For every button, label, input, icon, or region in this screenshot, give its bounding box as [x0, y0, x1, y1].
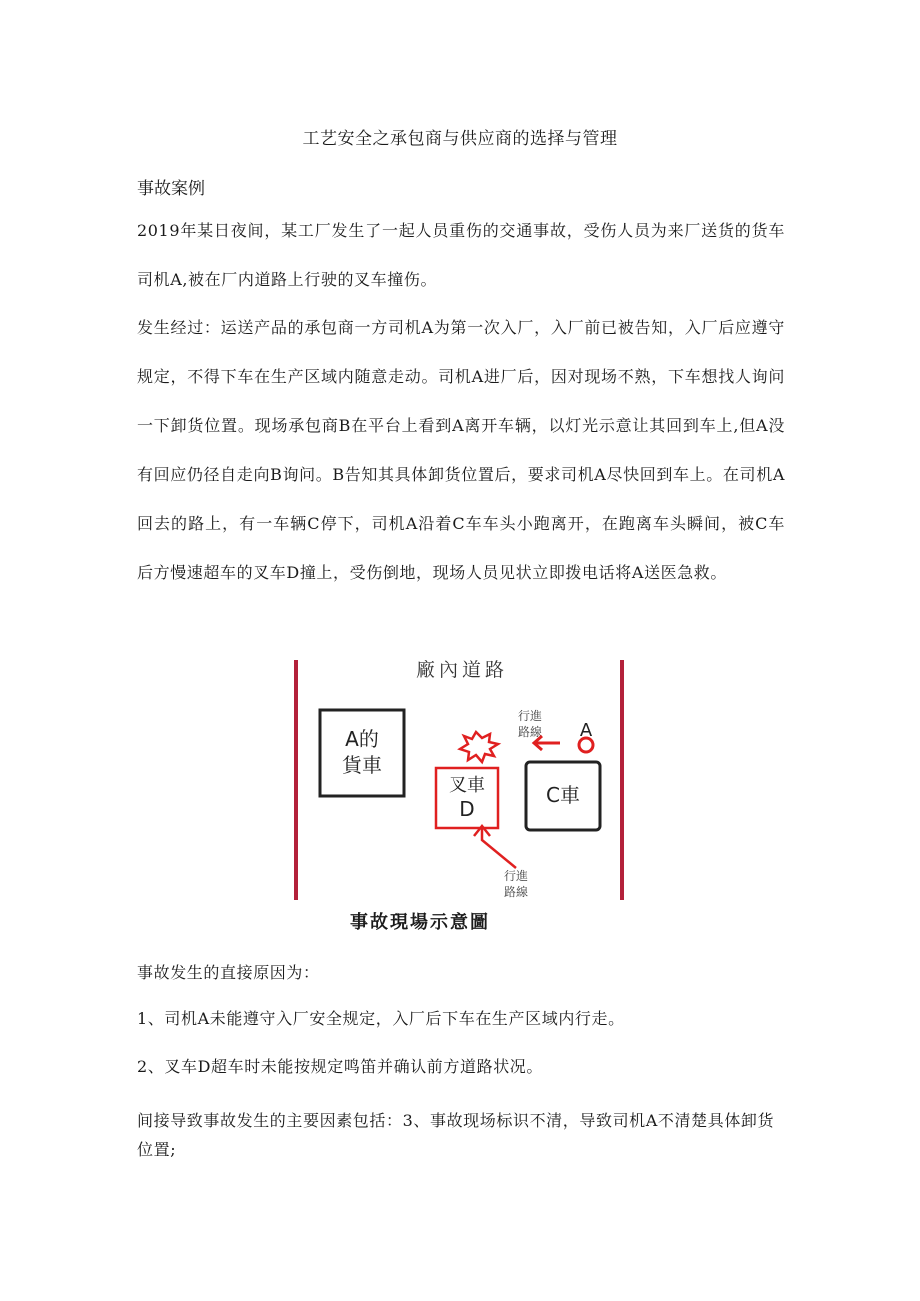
forklift-d-label-line2: D [459, 797, 475, 821]
indirect-cause-paragraph: 间接导致事故发生的主要因素包括：3、事故现场标识不清，导致司机A不清楚具体卸货位置; [137, 1111, 775, 1159]
accident-scene-diagram [290, 648, 630, 938]
forklift-path-label-line1: 行進 [503, 869, 529, 883]
road-label: 廠內道路 [415, 659, 509, 681]
diagram-caption: 事故現場示意圖 [350, 912, 490, 933]
walk-path-label-line1: 行進 [517, 709, 543, 723]
document-title: 工艺安全之承包商与供应商的选择与管理 [302, 129, 618, 149]
direct-cause-heading: 事故发生的直接原因为： [137, 963, 320, 982]
paragraph-incident-summary: 2019年某日夜间，某工厂发生了一起人员重伤的交通事故，受伤人员为来厂送货的货车司机A,被在厂内道路上行驶的叉车撞伤。 [137, 221, 785, 289]
person-a-label: A [579, 720, 593, 741]
cause-item-2: 2、叉车D超车时未能按规定鸣笛并确认前方道路状况。 [137, 1057, 544, 1076]
section-heading: 事故案例 [137, 179, 205, 199]
cause-item-1: 1、司机A未能遵守入厂安全规定，入厂后下车在生产区域内行走。 [137, 1009, 625, 1028]
truck-a-label-line2: 貨車 [342, 753, 382, 777]
walk-path-label-line2: 路線 [517, 725, 543, 739]
forklift-d-label-line1: 叉車 [449, 775, 485, 796]
car-c-label: C車 [546, 783, 580, 807]
forklift-path-arrow [474, 826, 516, 868]
collision-burst-icon [460, 732, 498, 762]
paragraph-incident-process: 发生经过：运送产品的承包商一方司机A为第一次入厂，入厂前已被告知，入厂后应遵守规定，不得下车在生产区域内随意走动。司机A进厂后，因对现场不熟，下车想找人询问一下卸货位置。现场承包商B在平台上看到A离开车辆，以灯光示意让其回到车上,但A没有回应仍径自走向B询问。B告知其具体卸货位置后，要求司机A尽快回到车上。在司机A回去的路上，有一车辆C停下，司机A沿着C车车头小跑离开，在跑离车头瞬间，被C车后方慢速超车的叉车D撞上，受伤倒地，现场人员见状立即拨电话将A送医急救。 [137, 318, 785, 582]
truck-a-label-line1: A的 [345, 727, 379, 751]
walk-arrow [534, 736, 560, 750]
forklift-path-label-line2: 路線 [503, 885, 529, 899]
